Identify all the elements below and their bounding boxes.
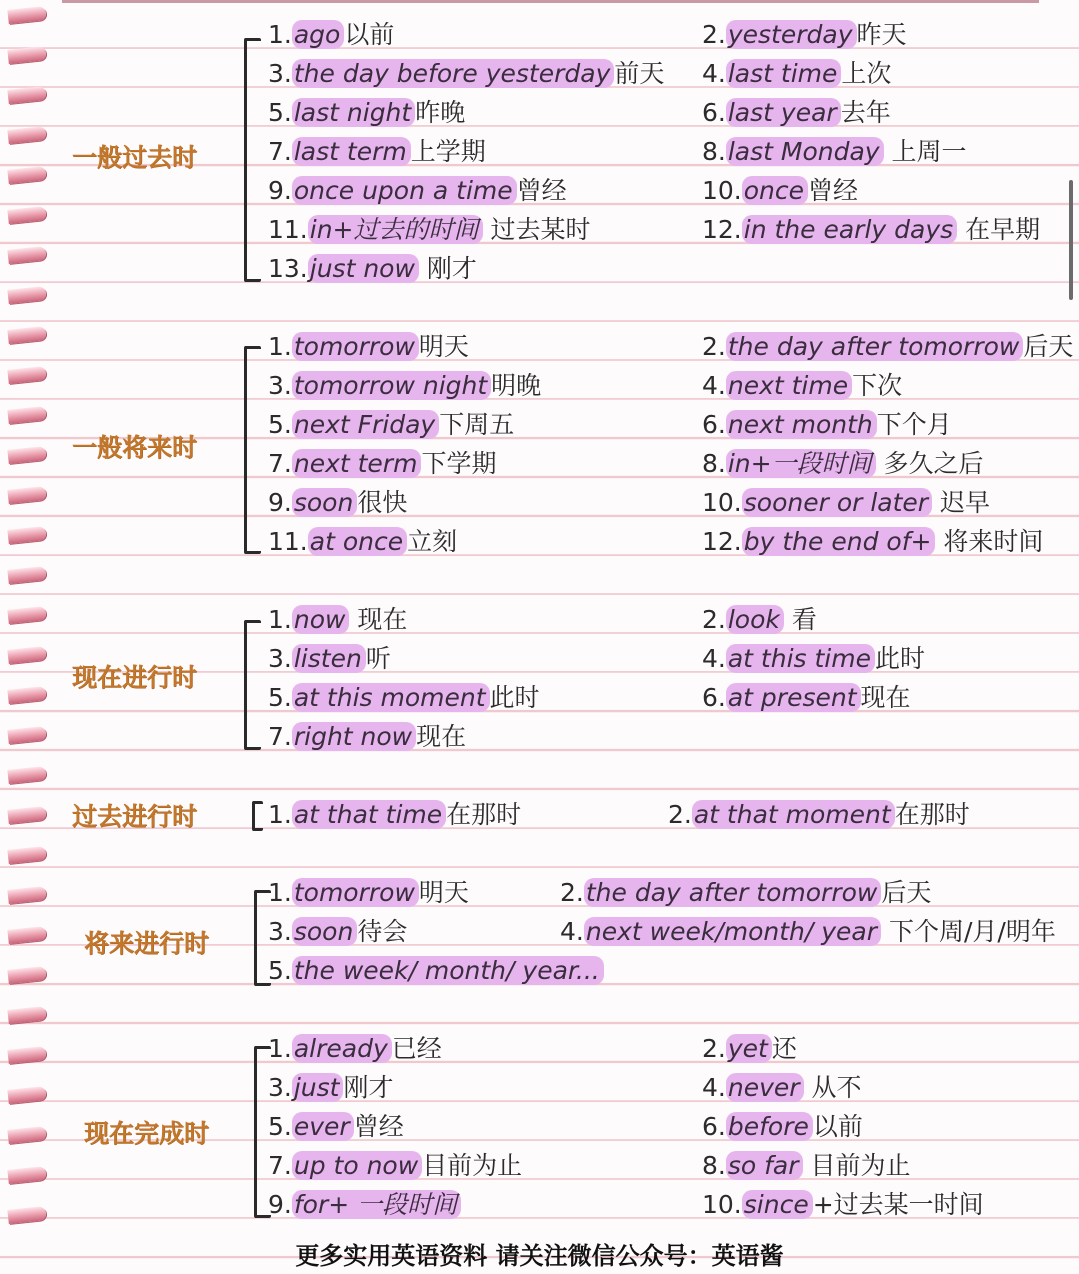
item-number: 11. [268,527,308,556]
item-chinese: 听 [365,644,391,673]
item-number: 6. [702,683,726,712]
item-english: so far [726,1151,803,1180]
list-item [268,486,407,520]
spiral-ring [7,846,46,864]
item-chinese: 刚才 [418,254,477,283]
item-number: 2. [668,800,692,829]
list-item [702,1188,984,1222]
item-english: soon [292,488,357,517]
list-item [702,525,1043,559]
list-item [268,876,469,910]
list-item [560,915,1056,949]
item-number: 2. [560,878,584,907]
list-item [702,213,1040,247]
item-english: next time [726,371,852,400]
item-english: last Monday [726,137,884,166]
item-number: 4. [702,371,726,400]
section-title: 一般过去时 [72,143,198,172]
spiral-ring [7,1126,46,1144]
list-item [560,876,931,910]
item-number: 3. [268,644,292,673]
item-number: 5. [268,956,292,985]
item-number: 3. [268,59,292,88]
spiral-ring [7,326,46,344]
item-chinese: 刚才 [343,1073,394,1102]
item-chinese: 下学期 [421,449,497,478]
item-english: last term [292,137,411,166]
item-number: 1. [268,605,292,634]
spiral-ring [7,766,46,784]
item-number: 9. [268,176,292,205]
list-item [268,1149,522,1183]
item-number: 5. [268,683,292,712]
item-number: 2. [702,332,726,361]
list-item [268,915,407,949]
item-chinese: 立刻 [407,527,458,556]
item-chinese: 已经 [391,1034,442,1063]
item-english: before [726,1112,813,1141]
item-english: tomorrow [292,332,419,361]
list-item [268,525,457,559]
item-number: 7. [268,722,292,751]
item-english: the day after tomorrow [726,332,1023,361]
item-english: the day after tomorrow [584,878,881,907]
spiral-ring [7,1046,46,1064]
item-chinese: 昨晚 [415,98,466,127]
item-number: 7. [268,1151,292,1180]
list-item [702,681,911,715]
item-number: 5. [268,98,292,127]
item-chinese: 在那时 [446,800,522,829]
item-number: 4. [560,917,584,946]
bracket [244,346,261,554]
list-item [268,213,590,247]
list-item [268,954,604,988]
item-chinese: 从不 [803,1073,862,1102]
item-english: up to now [292,1151,422,1180]
item-chinese: 曾经 [516,176,567,205]
item-english: next week/month/ year [584,917,881,946]
list-item [268,252,477,286]
list-item [268,18,394,52]
item-number: 10. [702,176,742,205]
item-chinese: 将来时间 [935,527,1044,556]
item-english: last night [292,98,415,127]
item-chinese: 在那时 [894,800,970,829]
item-chinese: 以前 [812,1112,863,1141]
item-english: the week/ month/ year... [292,956,604,985]
list-item [702,369,902,403]
item-number: 5. [268,1112,292,1141]
list-item [268,408,514,442]
list-item [702,1149,910,1183]
item-chinese: 待会 [357,917,408,946]
spiral-ring [7,366,46,384]
item-english: yet [726,1034,772,1063]
item-chinese: 上次 [841,59,892,88]
spiral-ring [7,686,46,704]
item-chinese: 还 [771,1034,797,1063]
item-number: 1. [268,332,292,361]
list-item [702,1071,862,1105]
list-item [268,603,407,637]
section-title: 一般将来时 [72,433,198,462]
spiral-ring [7,886,46,904]
item-number: 5. [268,410,292,439]
item-number: 2. [702,20,726,49]
item-english: at once [308,527,407,556]
section-title: 将来进行时 [84,929,210,958]
spiral-ring [7,1206,46,1224]
list-item [268,1032,442,1066]
item-english: never [726,1073,804,1102]
list-item [702,447,984,481]
item-english: next Friday [292,410,439,439]
list-item [268,681,540,715]
item-chinese: 上周一 [883,137,967,166]
list-item [702,1032,797,1066]
item-chinese: 前天 [614,59,665,88]
spiral-ring [7,966,46,984]
spiral-ring [7,606,46,624]
spiral-ring [7,1006,46,1024]
list-item [702,18,907,52]
item-chinese: 去年 [840,98,891,127]
item-english: look [726,605,784,634]
item-chinese: 明天 [418,878,469,907]
list-item [268,1071,394,1105]
item-number: 7. [268,449,292,478]
item-number: 1. [268,800,292,829]
item-english: in+过去的时间 [308,215,483,244]
list-item [268,447,496,481]
item-chinese: 明天 [418,332,469,361]
bracket [252,801,263,831]
spiral-ring [7,646,46,664]
spiral-ring [7,526,46,544]
item-english: once [742,176,808,205]
bracket [244,38,261,282]
item-english: since [742,1190,813,1219]
spiral-ring [7,1086,46,1104]
spiral-ring [7,566,46,584]
item-english: last time [726,59,842,88]
item-number: 1. [268,1034,292,1063]
section-title: 现在完成时 [84,1119,210,1148]
section-title: 过去进行时 [72,802,198,831]
item-chinese: 在早期 [957,215,1041,244]
item-number: 1. [268,878,292,907]
list-item [268,798,521,832]
item-english: yesterday [726,20,857,49]
item-number: 9. [268,1190,292,1219]
item-number: 12. [702,527,742,556]
item-english: for+ 一段时间 [292,1190,461,1219]
item-number: 1. [268,20,292,49]
spiral-ring [7,206,46,224]
item-english: the day before yesterday [292,59,615,88]
scrollbar[interactable] [1069,180,1073,300]
item-chinese: 下个周/月/明年 [881,917,1056,946]
spiral-ring [7,6,46,24]
footer-note: 更多实用英语资料 请关注微信公众号：英语酱 [295,1242,784,1270]
item-english: tomorrow night [292,371,491,400]
item-chinese: 现在 [349,605,408,634]
item-english: sooner or later [742,488,932,517]
list-item [668,798,970,832]
list-item [702,1110,863,1144]
spiral-ring [7,806,46,824]
item-chinese: 此时 [489,683,540,712]
item-chinese: 此时 [874,644,925,673]
item-number: 8. [702,137,726,166]
item-chinese: 后天 [1023,332,1074,361]
item-english: next term [292,449,422,478]
spiral-ring [7,286,46,304]
item-english: just [292,1073,344,1102]
item-english: at that moment [692,800,895,829]
item-english: listen [292,644,366,673]
list-item [702,135,967,169]
item-chinese: 现在 [416,722,467,751]
item-english: right now [292,722,416,751]
item-english: at present [726,683,861,712]
spiral-ring [7,406,46,424]
item-chinese: 迟早 [932,488,991,517]
item-english: already [292,1034,392,1063]
item-number: 4. [702,59,726,88]
spiral-ring [7,926,46,944]
item-chinese: 多久之后 [875,449,984,478]
item-number: 13. [268,254,308,283]
item-chinese: +过去某一时间 [812,1190,984,1219]
spiral-binding [0,0,50,1240]
item-number: 2. [702,605,726,634]
list-item [268,1188,461,1222]
list-item [268,1110,404,1144]
spiral-ring [7,726,46,744]
item-number: 6. [702,1112,726,1141]
item-chinese: 明晚 [491,371,542,400]
item-chinese: 目前为止 [802,1151,911,1180]
item-number: 7. [268,137,292,166]
list-item [702,57,891,91]
bracket [244,620,261,750]
item-chinese: 下次 [852,371,903,400]
item-chinese: 后天 [881,878,932,907]
item-chinese: 昨天 [856,20,907,49]
item-english: at that time [292,800,446,829]
list-item [702,603,817,637]
item-number: 8. [702,1151,726,1180]
item-english: ago [292,20,344,49]
list-item [268,96,465,130]
item-english: by the end of+ [742,527,936,556]
spiral-ring [7,46,46,64]
item-number: 4. [702,1073,726,1102]
spiral-ring [7,166,46,184]
section-title: 现在进行时 [72,663,198,692]
item-chinese: 下个月 [876,410,952,439]
item-chinese: 曾经 [353,1112,404,1141]
item-english: next month [726,410,877,439]
spiral-ring [7,246,46,264]
item-english: last year [726,98,841,127]
spiral-ring [7,86,46,104]
spiral-ring [7,126,46,144]
item-english: tomorrow [292,878,419,907]
item-number: 8. [702,449,726,478]
item-english: in the early days [742,215,957,244]
item-english: ever [292,1112,354,1141]
top-border [62,0,1039,3]
item-number: 3. [268,917,292,946]
item-number: 11. [268,215,308,244]
list-item [268,330,469,364]
item-chinese: 以前 [344,20,395,49]
item-number: 10. [702,1190,742,1219]
item-english: at this moment [292,683,490,712]
list-item [702,642,925,676]
item-chinese: 曾经 [808,176,859,205]
item-chinese: 目前为止 [422,1151,523,1180]
spiral-ring [7,446,46,464]
item-chinese: 现在 [860,683,911,712]
item-number: 3. [268,371,292,400]
item-chinese: 下周五 [439,410,515,439]
item-number: 4. [702,644,726,673]
list-item [268,369,541,403]
list-item [268,135,486,169]
item-number: 6. [702,98,726,127]
item-number: 6. [702,410,726,439]
list-item [268,57,664,91]
list-item [268,174,567,208]
item-number: 3. [268,1073,292,1102]
item-english: at this time [726,644,875,673]
list-item [268,720,466,754]
item-number: 2. [702,1034,726,1063]
list-item [702,96,891,130]
item-english: now [292,605,350,634]
list-item [702,330,1073,364]
item-number: 10. [702,488,742,517]
list-item [702,486,990,520]
list-item [702,408,952,442]
item-chinese: 很快 [357,488,408,517]
list-item [702,174,858,208]
item-english: just now [308,254,419,283]
list-item [268,642,391,676]
spiral-ring [7,486,46,504]
item-chinese: 上学期 [410,137,486,166]
spiral-ring [7,1166,46,1184]
item-english: soon [292,917,357,946]
item-chinese: 看 [783,605,817,634]
item-number: 9. [268,488,292,517]
item-english: in+一段时间 [726,449,876,478]
item-number: 12. [702,215,742,244]
item-chinese: 过去某时 [482,215,591,244]
item-english: once upon a time [292,176,517,205]
